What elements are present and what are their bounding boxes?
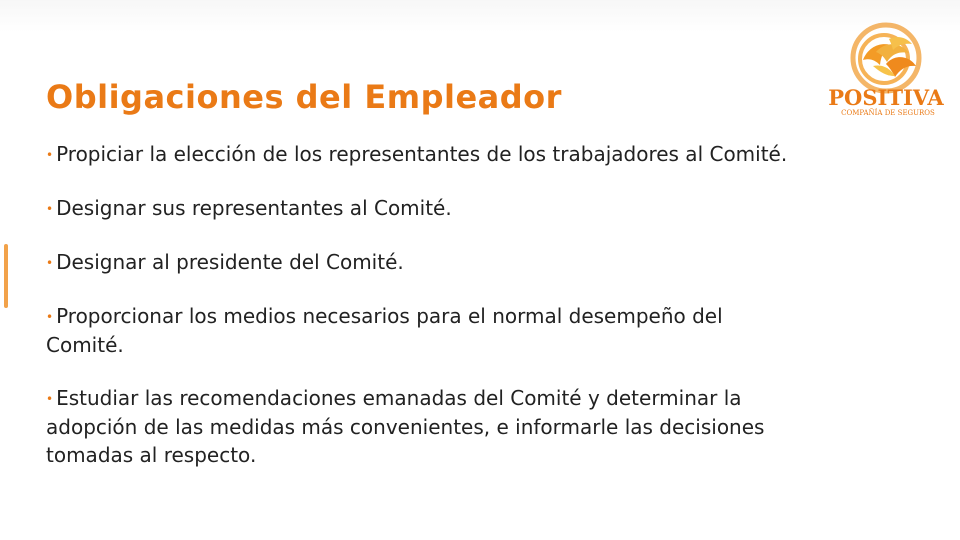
positiva-logo (828, 22, 944, 134)
bullet-dot-icon: • (46, 310, 54, 324)
positiva-wordmark: POSITIVA (828, 85, 944, 110)
bullet-dot-icon: • (46, 256, 54, 270)
obligation-item (46, 248, 806, 277)
obligation-item (46, 140, 806, 169)
obligation-item (46, 302, 806, 359)
obligation-text: Propiciar la elección de los representantes de los trabajadores al Comité. (56, 142, 788, 166)
obligations-list (46, 140, 806, 494)
obligation-item (46, 194, 806, 223)
slide-title: Obligaciones del Empleador (46, 78, 562, 116)
positiva-subtitle: COMPAÑÍA DE SEGUROS (841, 109, 935, 117)
obligation-text: Estudiar las recomendaciones emanadas del Comité y determinar la adopción de las medidas más convenientes, e informarle las decisiones tomadas al respecto. (46, 386, 765, 467)
bullet-dot-icon: • (46, 202, 54, 216)
obligation-item (46, 384, 806, 469)
top-band (0, 0, 960, 32)
sun-logo-icon (846, 22, 930, 94)
bullet-dot-icon: • (46, 392, 54, 406)
obligation-text: Proporcionar los medios necesarios para el normal desempeño del Comité. (46, 304, 723, 357)
bullet-dot-icon: • (46, 148, 54, 162)
obligation-text: Designar sus representantes al Comité. (56, 196, 452, 220)
left-accent-bar (4, 244, 8, 308)
obligation-text: Designar al presidente del Comité. (56, 250, 404, 274)
